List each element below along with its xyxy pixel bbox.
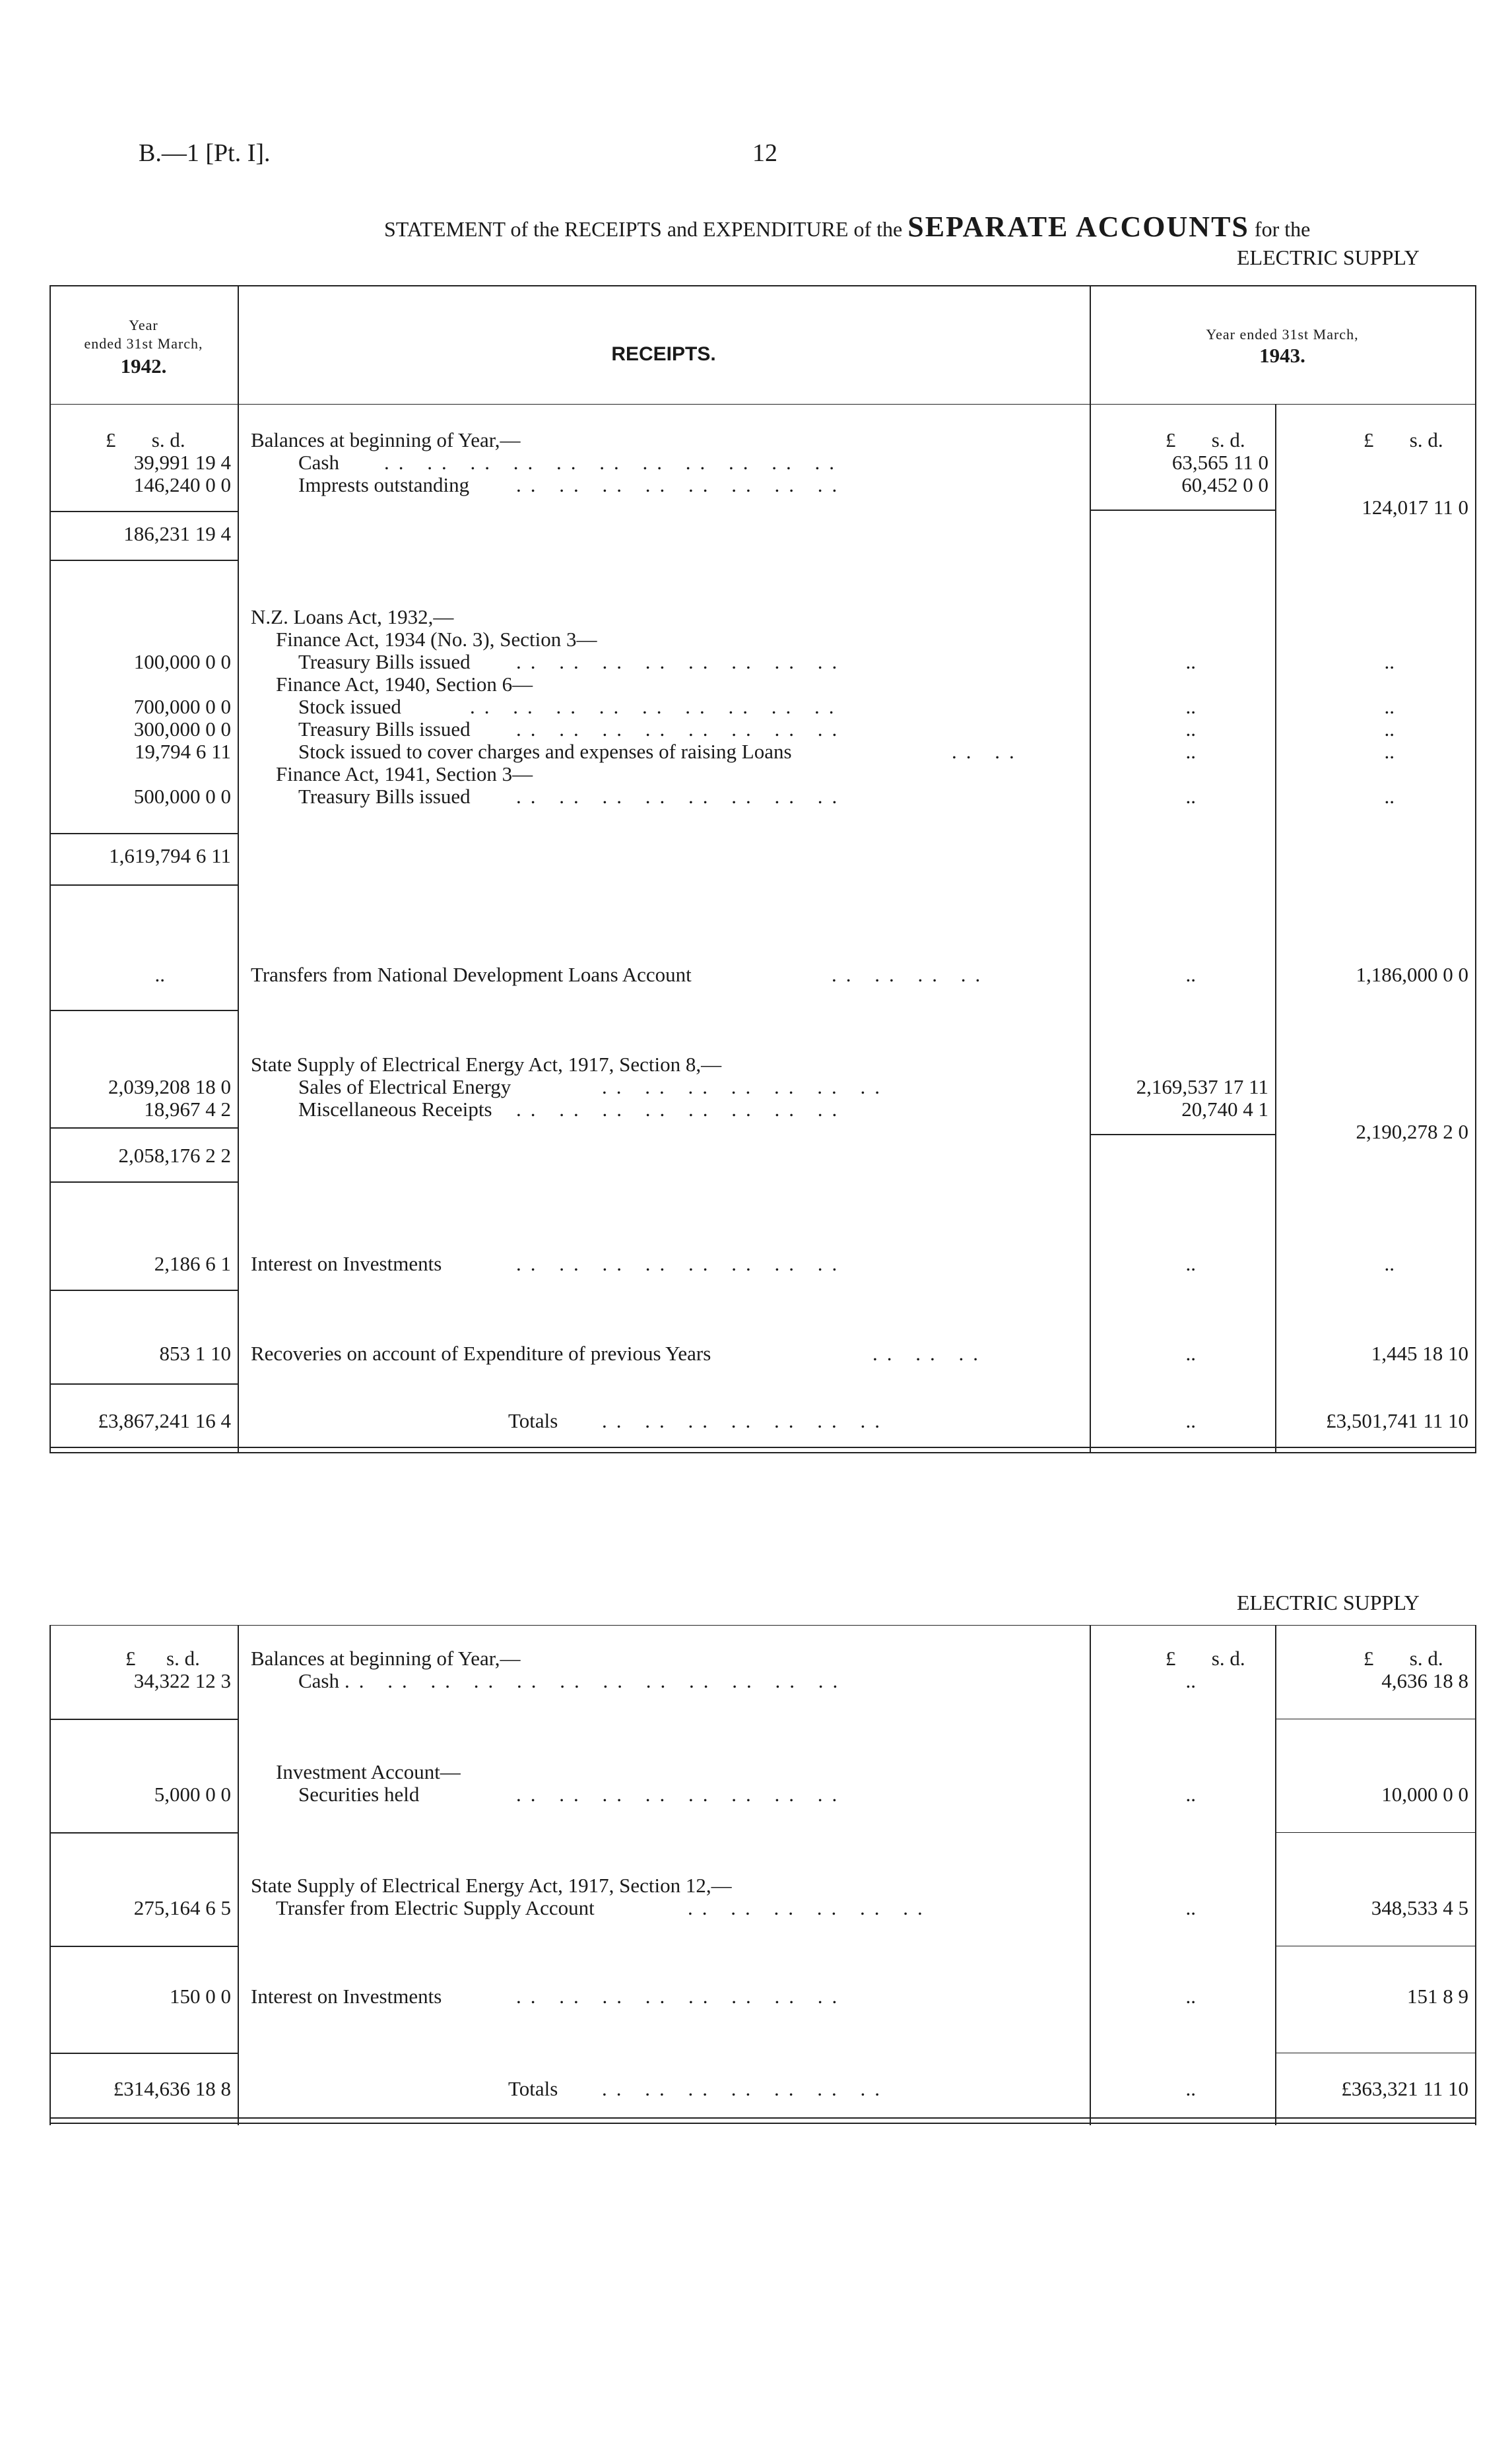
- t2-balances-left: 34,322 12 3: [133, 1669, 231, 1692]
- balances-heading: Balances at beginning of Year,—: [251, 428, 521, 451]
- t2-investment-heading: Investment Account—: [276, 1760, 461, 1783]
- mid-imprests-1943: 60,452 0 0: [1181, 473, 1268, 496]
- loan-mid-blank: ..: [1185, 695, 1196, 718]
- loans-left-total: 1,619,794 6 11: [109, 844, 231, 867]
- t2-interest-right: 151 8 9: [1407, 1985, 1468, 2008]
- totals-right: £3,501,741 11 10: [1326, 1409, 1468, 1432]
- t2-state-supply-left: 275,164 6 5: [133, 1896, 231, 1919]
- loan-line-4: Stock issued: [298, 695, 401, 718]
- loan-right-blank: ..: [1384, 717, 1395, 741]
- t2-investment-mid: ..: [1185, 1783, 1196, 1806]
- loan-left-4: 700,000 0 0: [133, 695, 231, 718]
- title-suffix: for the: [1254, 217, 1311, 241]
- leader: .. .. .. .. .. .. .. ..: [516, 650, 847, 673]
- transfers-label: Transfers from National Development Loans Account: [251, 963, 692, 986]
- leader: .. ..: [952, 740, 1024, 763]
- totals-label: Totals: [508, 1409, 558, 1432]
- right-units: £ s. d.: [1364, 428, 1443, 451]
- loan-right-blank: ..: [1384, 740, 1395, 763]
- leader: .. .. .. .. .. ..: [688, 1896, 932, 1919]
- loan-mid-blank: ..: [1185, 650, 1196, 673]
- left-ended-header: ended 31st March,: [84, 335, 203, 352]
- leader: .. .. .. .. .. .. ..: [602, 1409, 889, 1432]
- leader: .. .. .. .. .. .. ..: [602, 2077, 889, 2100]
- interest-left: 2,186 6 1: [154, 1252, 231, 1275]
- left-cash-1942: 39,991 19 4: [133, 451, 231, 474]
- t2-interest-label: Interest on Investments: [251, 1985, 442, 2008]
- t2-interest-mid: ..: [1185, 1985, 1196, 2008]
- loan-right-blank: ..: [1384, 650, 1395, 673]
- right-ended-header: Year ended 31st March,: [1206, 326, 1359, 343]
- leader: .. .. ..: [872, 1342, 987, 1365]
- mid-cash-1943: 63,565 11 0: [1171, 451, 1268, 474]
- loan-right-blank: ..: [1384, 785, 1395, 808]
- t2-balances-right: 4,636 18 8: [1381, 1669, 1468, 1692]
- leader: .. .. .. .. .. .. .. .. .. .. .. ..: [345, 1669, 847, 1692]
- totals-left: £3,867,241 16 4: [98, 1409, 231, 1432]
- t2-investment-right: 10,000 0 0: [1381, 1783, 1468, 1806]
- title-prefix: STATEMENT of the RECEIPTS and EXPENDITURE of the: [384, 217, 903, 241]
- left-balances-total-1942: 186,231 19 4: [123, 522, 231, 545]
- page-reference: B.—1 [Pt. I].: [139, 139, 271, 167]
- loan-mid-blank: ..: [1185, 785, 1196, 808]
- leader: .. .. .. .. .. .. .. ..: [516, 1098, 847, 1121]
- statement-subtitle: ELECTRIC SUPPLY: [1237, 246, 1420, 269]
- t2-totals-left: £314,636 18 8: [113, 2077, 231, 2100]
- t2-transfer-label: Transfer from Electric Supply Account: [276, 1896, 595, 1919]
- receipts-heading: RECEIPTS.: [611, 343, 716, 365]
- loan-line-8: Treasury Bills issued: [298, 785, 471, 808]
- interest-right: ..: [1384, 1252, 1395, 1275]
- t2-state-supply-mid: ..: [1185, 1896, 1196, 1919]
- t2-totals-label: Totals: [508, 2077, 558, 2100]
- transfers-right: 1,186,000 0 0: [1356, 963, 1468, 986]
- misc-receipts-label: Miscellaneous Receipts: [298, 1098, 492, 1121]
- imprests-leader: .. .. .. .. .. .. .. ..: [516, 473, 847, 496]
- leader: .. .. .. ..: [832, 963, 990, 986]
- loans-heading: N.Z. Loans Act, 1932,—: [251, 605, 454, 628]
- loan-line-3: Finance Act, 1940, Section 6—: [276, 673, 533, 696]
- left-imprests-1942: 146,240 0 0: [133, 473, 231, 496]
- leader: .. .. .. .. .. .. .. ..: [516, 717, 847, 741]
- t2-balances-heading: Balances at beginning of Year,—: [251, 1647, 521, 1670]
- title-emphasis: SEPARATE ACCOUNTS: [907, 211, 1249, 243]
- sales-label: Sales of Electrical Energy: [298, 1075, 511, 1098]
- loan-line-6: Stock issued to cover charges and expenses of raising Loans: [298, 740, 792, 763]
- t2-state-supply-heading: State Supply of Electrical Energy Act, 1917, Section 12,—: [251, 1874, 732, 1897]
- t2-investment-left: 5,000 0 0: [154, 1783, 231, 1806]
- loan-left-5: 300,000 0 0: [133, 717, 231, 741]
- leader: .. .. .. .. .. .. ..: [602, 1075, 889, 1098]
- loan-mid-blank: ..: [1185, 717, 1196, 741]
- interest-mid: ..: [1185, 1252, 1196, 1275]
- state-supply-heading: State Supply of Electrical Energy Act, 1917, Section 8,—: [251, 1053, 722, 1076]
- loan-left-8: 500,000 0 0: [133, 785, 231, 808]
- t2-totals-mid: ..: [1185, 2077, 1196, 2100]
- state-supply-right-total: 2,190,278 2 0: [1356, 1120, 1468, 1143]
- loan-left-6: 19,794 6 11: [134, 740, 231, 763]
- sales-left: 2,039,208 18 0: [108, 1075, 231, 1098]
- left-year-number: 1942.: [120, 354, 167, 378]
- mid-units: £ s. d.: [1166, 428, 1245, 451]
- loan-line-1: Finance Act, 1934 (No. 3), Section 3—: [276, 628, 597, 651]
- right-year-number: 1943.: [1259, 344, 1305, 367]
- loan-mid-blank: ..: [1185, 740, 1196, 763]
- left-year-header: Year: [129, 317, 158, 333]
- loan-left-2: 100,000 0 0: [133, 650, 231, 673]
- transfers-left: ..: [154, 963, 165, 986]
- t2-mid-units: £ s. d.: [1166, 1647, 1245, 1670]
- left-units: £ s. d.: [106, 428, 185, 451]
- t2-state-supply-right: 348,533 4 5: [1371, 1896, 1468, 1919]
- state-supply-left-total: 2,058,176 2 2: [118, 1144, 231, 1167]
- t2-totals-right: £363,321 11 10: [1341, 2077, 1468, 2100]
- leader: .. .. .. .. .. .. .. ..: [516, 1985, 847, 2008]
- t2-securities-label: Securities held: [298, 1783, 420, 1806]
- table2-subtitle: ELECTRIC SUPPLY: [1237, 1591, 1420, 1614]
- statement-title: [384, 210, 1310, 244]
- t2-right-units: £ s. d.: [1364, 1647, 1443, 1670]
- leader: .. .. .. .. .. .. .. .. ..: [470, 695, 843, 718]
- interest-label: Interest on Investments: [251, 1252, 442, 1275]
- right-balances-total-1943: 124,017 11 0: [1362, 496, 1468, 519]
- leader: .. .. .. .. .. .. .. ..: [516, 1783, 847, 1806]
- recoveries-left: 853 1 10: [159, 1342, 231, 1365]
- recoveries-label: Recoveries on account of Expenditure of previous Years: [251, 1342, 711, 1365]
- t2-left-units: £ s. d.: [125, 1647, 200, 1670]
- misc-left: 18,967 4 2: [144, 1098, 231, 1121]
- loan-right-blank: ..: [1384, 695, 1395, 718]
- leader: .. .. .. .. .. .. .. ..: [516, 1252, 847, 1275]
- loan-line-2: Treasury Bills issued: [298, 650, 471, 673]
- recoveries-right: 1,445 18 10: [1371, 1342, 1468, 1365]
- t2-cash-label: Cash: [298, 1669, 339, 1692]
- recoveries-mid: ..: [1185, 1342, 1196, 1365]
- misc-mid: 20,740 4 1: [1181, 1098, 1268, 1121]
- sales-mid: 2,169,537 17 11: [1136, 1075, 1268, 1098]
- cash-label: Cash: [298, 451, 339, 474]
- loan-line-5: Treasury Bills issued: [298, 717, 471, 741]
- t2-balances-mid: ..: [1185, 1669, 1196, 1692]
- loan-line-7: Finance Act, 1941, Section 3—: [276, 762, 533, 785]
- page-number: 12: [752, 139, 777, 167]
- t2-interest-left: 150 0 0: [170, 1985, 231, 2008]
- imprests-label: Imprests outstanding: [298, 473, 470, 496]
- totals-mid: ..: [1185, 1409, 1196, 1432]
- cash-leader: .. .. .. .. .. .. .. .. .. .. ..: [384, 451, 843, 474]
- leader: .. .. .. .. .. .. .. ..: [516, 785, 847, 808]
- transfers-mid: ..: [1185, 963, 1196, 986]
